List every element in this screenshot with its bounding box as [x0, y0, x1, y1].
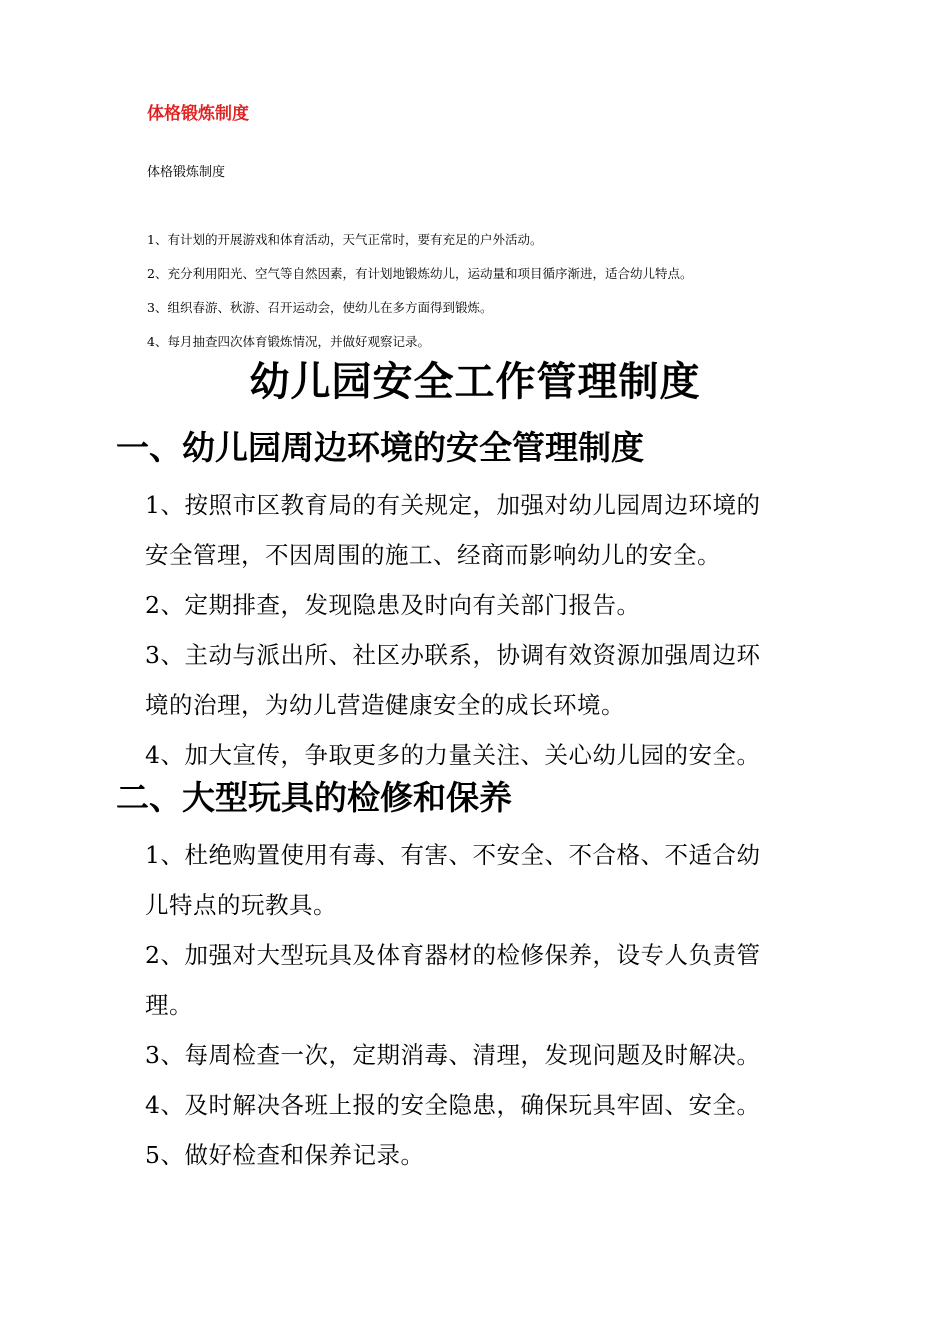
exercise-item-1: 1、有计划的开展游戏和体育活动，天气正常时，要有充足的户外活动。: [147, 232, 543, 247]
section-1-line-5: 境的治理，为幼儿营造健康安全的成长环境。: [145, 691, 625, 719]
section-1-heading: 一、幼儿园周边环境的安全管理制度: [116, 428, 644, 467]
section-1-line-3: 2、定期排查，发现隐患及时向有关部门报告。: [145, 591, 641, 619]
section-1-line-1: 1、按照市区教育局的有关规定，加强对幼儿园周边环境的: [145, 491, 761, 519]
safety-policy-main-title: 幼儿园安全工作管理制度: [249, 359, 701, 405]
exercise-item-2: 2、充分利用阳光、空气等自然因素，有计划地锻炼幼儿，运动量和项目循序渐进，适合幼儿特点。: [147, 266, 693, 281]
section-2-line-1: 1、杜绝购置使用有毒、有害、不安全、不合格、不适合幼: [145, 841, 761, 869]
section-2-line-4: 理。: [145, 991, 193, 1019]
section-2-line-7: 5、做好检查和保养记录。: [145, 1141, 425, 1169]
section-1-line-2: 安全管理，不因周围的施工、经商而影响幼儿的安全。: [145, 541, 721, 569]
exercise-item-4: 4、每月抽查四次体育锻炼情况，并做好观察记录。: [147, 334, 430, 349]
section-1-line-6: 4、加大宣传，争取更多的力量关注、关心幼儿园的安全。: [145, 741, 761, 769]
section-2-heading: 二、大型玩具的检修和保养: [116, 778, 512, 817]
section-2-line-5: 3、每周检查一次，定期消毒、清理，发现问题及时解决。: [145, 1041, 761, 1069]
section-1-line-4: 3、主动与派出所、社区办联系，协调有效资源加强周边环: [145, 641, 761, 669]
exercise-policy-red-title: 体格锻炼制度: [147, 104, 249, 124]
section-2-line-6: 4、及时解决各班上报的安全隐患，确保玩具牢固、安全。: [145, 1091, 761, 1119]
exercise-item-3: 3、组织春游、秋游、召开运动会，使幼儿在多方面得到锻炼。: [147, 300, 493, 315]
section-2-line-2: 儿特点的玩教具。: [145, 891, 337, 919]
exercise-policy-subtitle: 体格锻炼制度: [147, 165, 226, 180]
section-2-line-3: 2、加强对大型玩具及体育器材的检修保养，设专人负责管: [145, 941, 761, 969]
